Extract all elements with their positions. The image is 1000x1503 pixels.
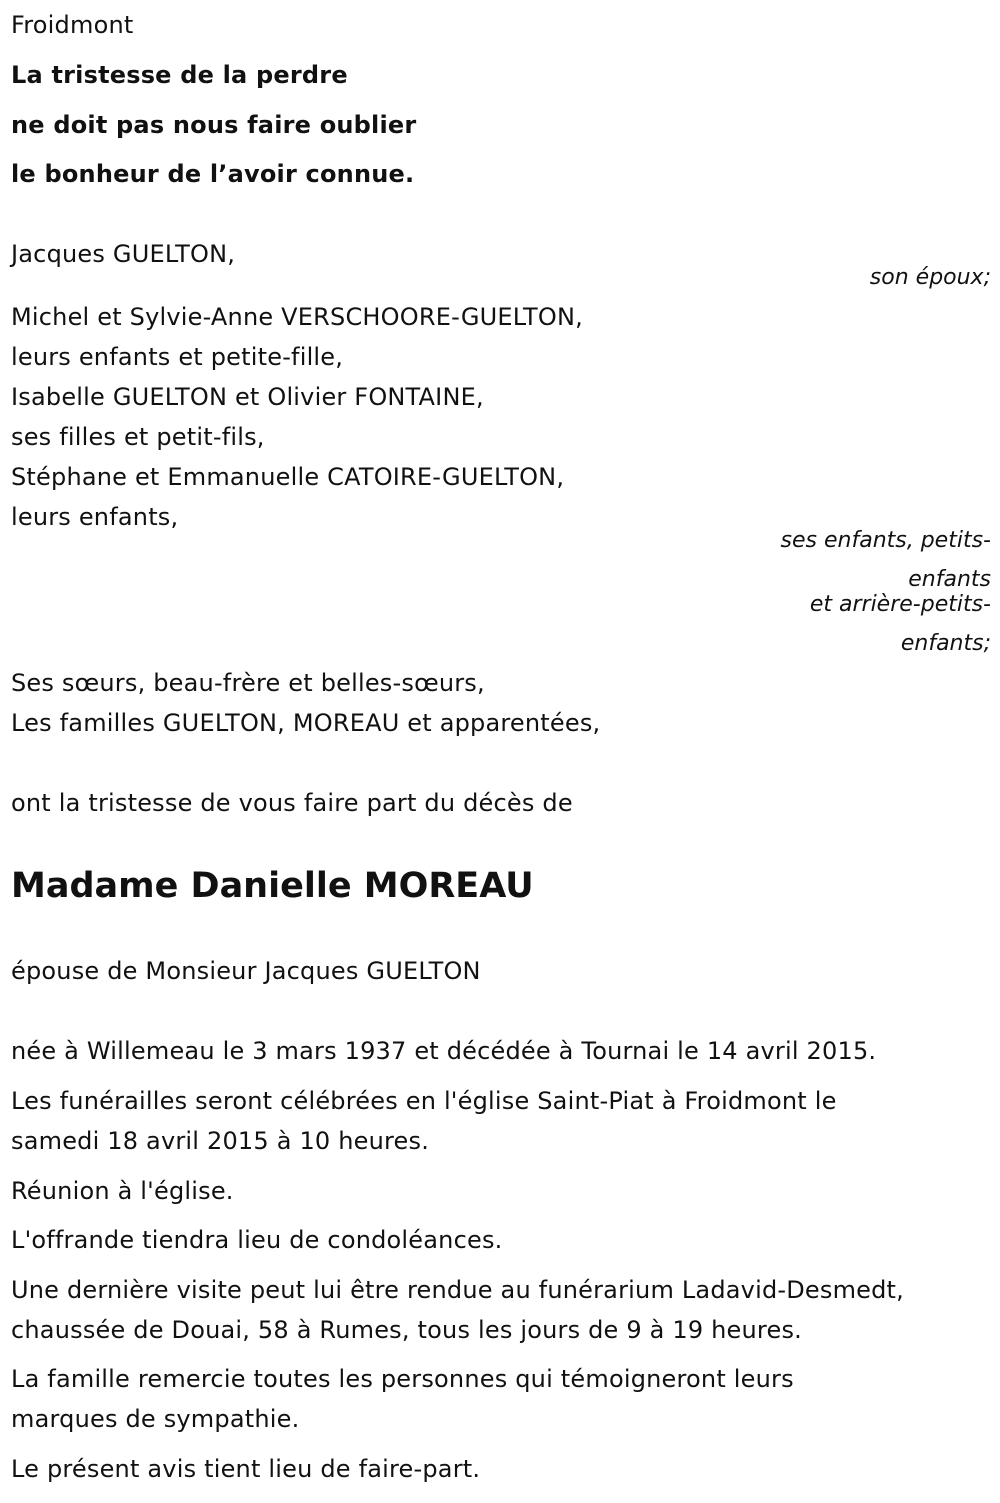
children-line: Isabelle GUELTON et Olivier FONTAINE, bbox=[11, 383, 484, 411]
children-role: ses enfants, petits- bbox=[780, 528, 991, 553]
children-line: Stéphane et Emmanuelle CATOIRE-GUELTON, bbox=[11, 463, 565, 491]
family-line: Ses sœurs, beau-frère et belles-sœurs, bbox=[11, 669, 485, 697]
details-line: Une dernière visite peut lui être rendue au funérarium Ladavid-Desmedt, bbox=[11, 1276, 905, 1304]
details-line: La famille remercie toutes les personnes qui témoigneront leurs bbox=[11, 1365, 794, 1393]
poem-line: le bonheur de l’avoir connue. bbox=[11, 160, 415, 188]
children-line: Michel et Sylvie-Anne VERSCHOORE-GUELTON, bbox=[11, 303, 583, 331]
poem-line: La tristesse de la perdre bbox=[11, 61, 348, 89]
details-line: marques de sympathie. bbox=[11, 1405, 300, 1433]
children-role: enfants bbox=[908, 567, 991, 592]
children-line: ses filles et petit-fils, bbox=[11, 423, 265, 451]
family-line: Les familles GUELTON, MOREAU et apparentées, bbox=[11, 709, 601, 737]
children-line: leurs enfants, bbox=[11, 503, 179, 531]
poem-line: ne doit pas nous faire oublier bbox=[11, 111, 417, 139]
husband-role: son époux; bbox=[869, 265, 991, 290]
children-role: et arrière-petits- bbox=[809, 592, 991, 617]
children-line: leurs enfants et petite-fille, bbox=[11, 343, 344, 371]
details-line: Les funérailles seront célébrées en l'église Saint-Piat à Froidmont le bbox=[11, 1087, 837, 1115]
husband-name: Jacques GUELTON, bbox=[11, 240, 236, 268]
location: Froidmont bbox=[11, 11, 134, 39]
spouse-line: épouse de Monsieur Jacques GUELTON bbox=[11, 957, 481, 985]
details-line: chaussée de Douai, 58 à Rumes, tous les jours de 9 à 19 heures. bbox=[11, 1316, 802, 1344]
details-line: Réunion à l'église. bbox=[11, 1177, 234, 1205]
details-line: samedi 18 avril 2015 à 10 heures. bbox=[11, 1127, 430, 1155]
details-line: née à Willemeau le 3 mars 1937 et décédée à Tournai le 14 avril 2015. bbox=[11, 1037, 877, 1065]
details-line: L'offrande tiendra lieu de condoléances. bbox=[11, 1226, 503, 1254]
details-line: Le présent avis tient lieu de faire-part. bbox=[11, 1455, 481, 1483]
announcement: ont la tristesse de vous faire part du décès de bbox=[11, 789, 573, 817]
deceased-name: Madame Danielle MOREAU bbox=[11, 866, 534, 906]
children-role: enfants; bbox=[900, 631, 991, 656]
